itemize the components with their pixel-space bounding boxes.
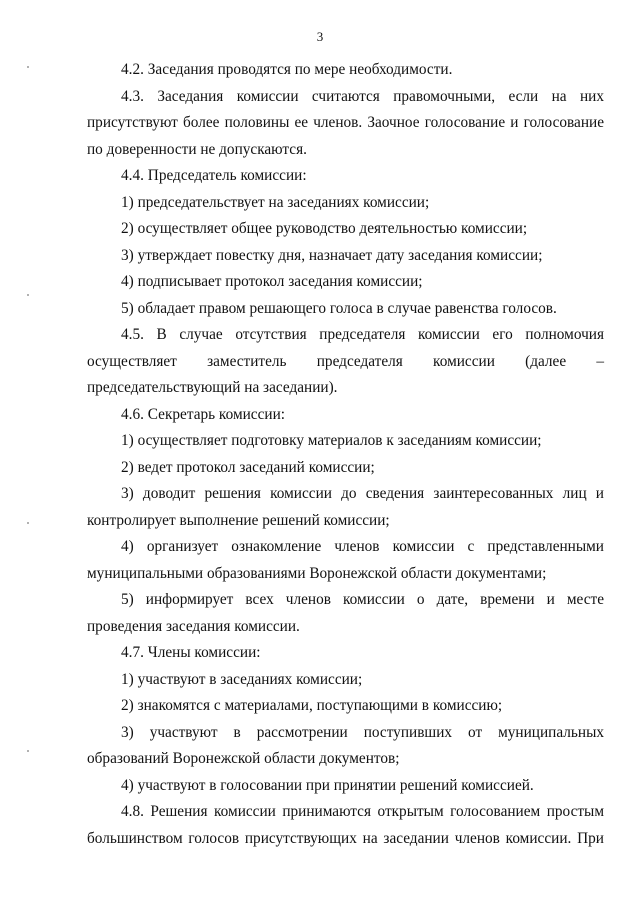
list-item: 5) информирует всех членов комиссии о дате, времени и месте проведения заседания комиссии. — [87, 591, 604, 635]
paragraph-4-4: 4.4. Председатель комиссии: — [121, 167, 307, 184]
list-item: 1) участвуют в заседаниях комиссии; — [121, 670, 363, 688]
list-item: 3) доводит решения комиссии до сведения заинтересованных лиц и контролирует выполнение решений комиссии; — [87, 485, 604, 529]
list-item: 4) организует ознакомление членов комиссии с представленными муниципальными образованиями Воронежской области документами; — [87, 538, 604, 582]
list-item: 2) ведет протокол заседаний комиссии; — [121, 458, 375, 476]
paragraph-4-5: 4.5. В случае отсутствия председателя комиссии его полномочия осуществляет заместитель председателя комиссии (далее – председательствующий на заседании). — [87, 326, 604, 396]
paragraph-4-7: 4.7. Члены комиссии: — [121, 644, 261, 661]
scan-mark — [27, 294, 29, 296]
paragraph-4-6: 4.6. Секретарь комиссии: — [121, 405, 286, 423]
document-body — [87, 57, 604, 852]
list-item: 2) осуществляет общее руководство деятельностью комиссии; — [121, 220, 528, 237]
list-item: 4) подписывает протокол заседания комиссии; — [121, 273, 423, 290]
scan-mark — [27, 66, 29, 68]
page-number: 3 — [316, 29, 324, 44]
list-item: 1) осуществляет подготовку материалов к заседаниям комиссии; — [121, 432, 542, 449]
paragraph-4-2: 4.2. Заседания проводятся по мере необходимости. — [121, 61, 453, 78]
list-item: 5) обладает правом решающего голоса в случае равенства голосов. — [121, 299, 557, 317]
list-item: 4) участвуют в голосовании при принятии решений комиссией. — [121, 776, 534, 794]
list-item: 3) утверждает повестку дня, назначает дату заседания комиссии; — [121, 246, 543, 264]
scan-mark — [27, 522, 29, 524]
paragraph-4-8: 4.8. Решения комиссии принимаются открытым голосованием простым большинством голосов присутствующих на заседании членов комиссии. При — [87, 803, 604, 847]
paragraph-4-3: 4.3. Заседания комиссии считаются правомочными, если на них присутствуют более половины ее членов. Заочное голосование и голосование по доверенности не допускаются. — [87, 87, 604, 158]
scan-mark — [27, 750, 29, 752]
list-item: 3) участвуют в рассмотрении поступивших от муниципальных образований Воронежской области документов; — [87, 723, 604, 767]
list-item: 2) знакомятся с материалами, поступающими в комиссию; — [121, 697, 503, 714]
list-item: 1) председательствует на заседаниях комиссии; — [121, 193, 430, 211]
